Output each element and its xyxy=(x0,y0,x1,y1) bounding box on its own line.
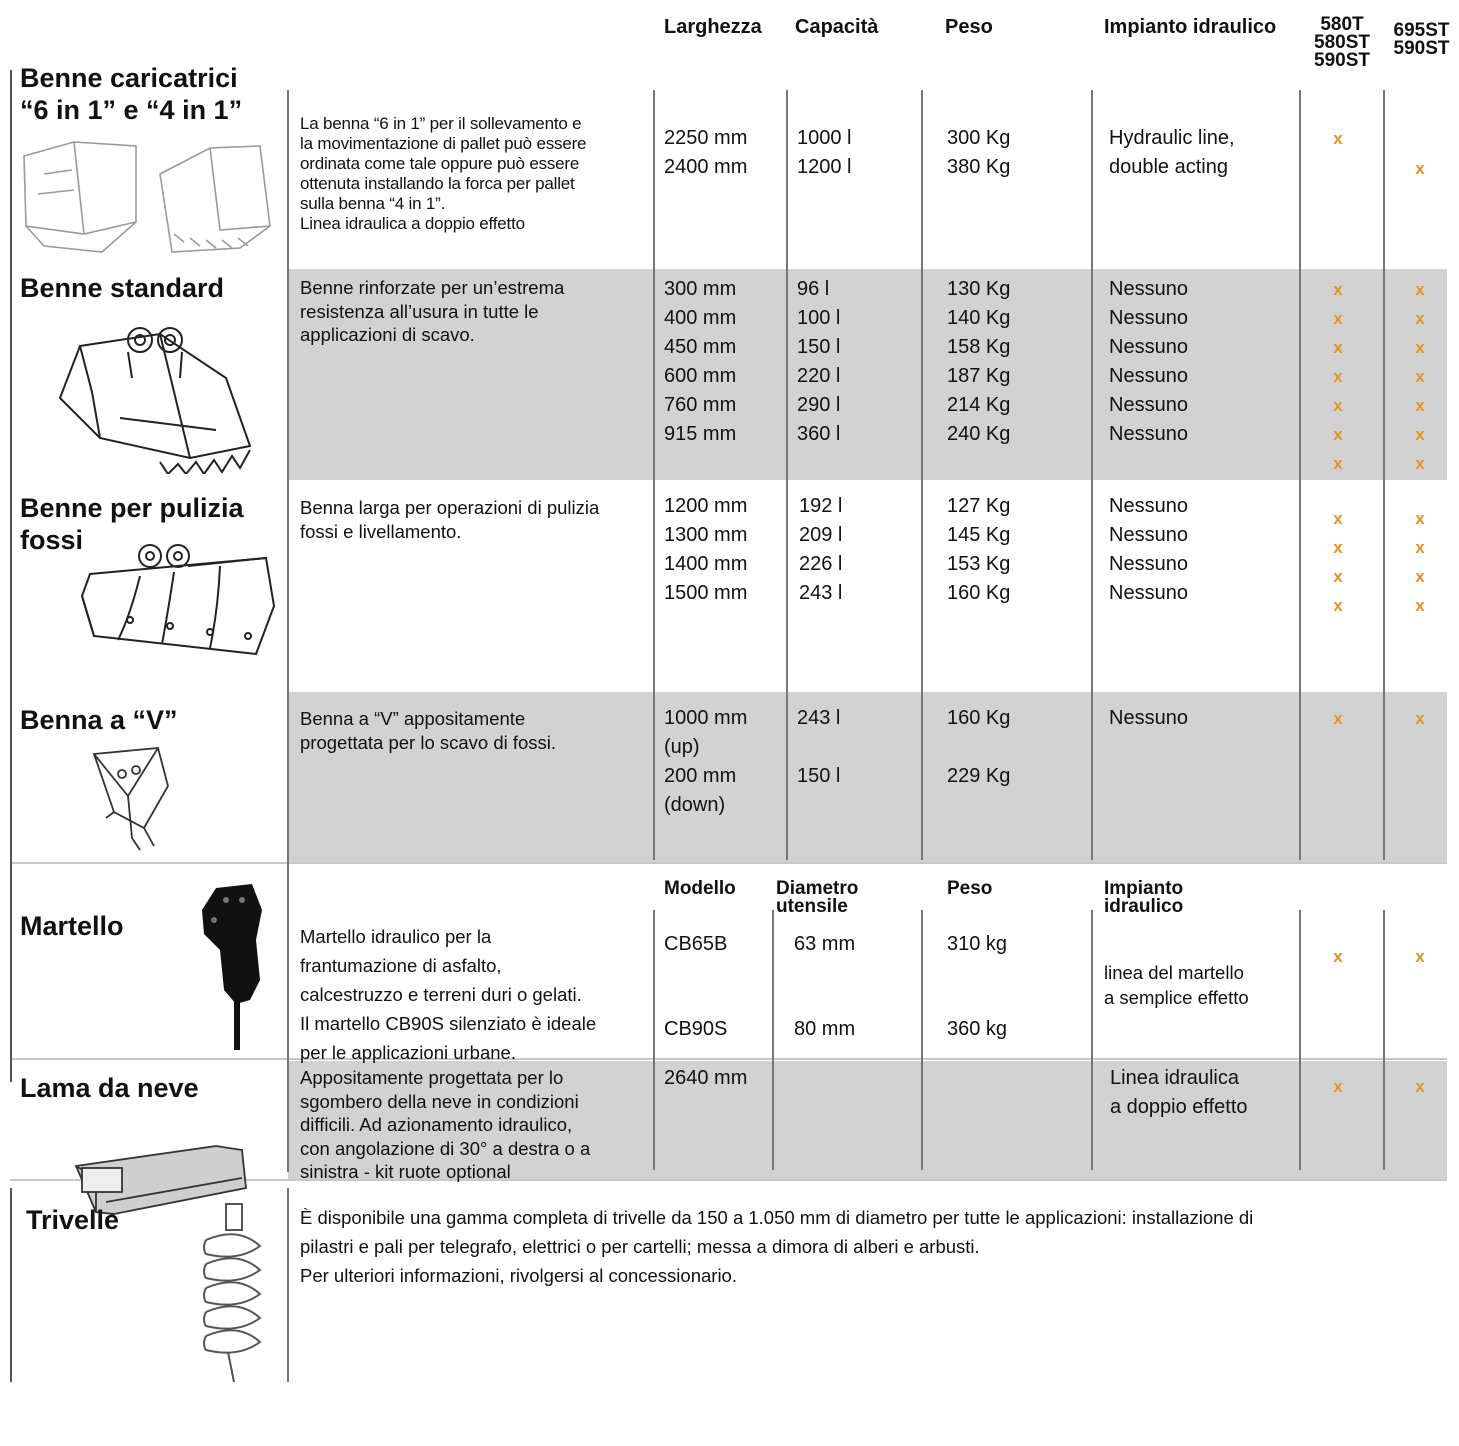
peso-pulizia: 127 Kg 145 Kg 153 Kg 160 Kg xyxy=(947,495,1011,604)
x-mark: x xyxy=(1333,1077,1343,1096)
ditch-bucket-icon xyxy=(70,536,282,671)
subheader-diametro: Diametro utensile xyxy=(776,878,859,917)
larghezza-v: 1000 mm (up) 200 mm (down) xyxy=(664,707,748,816)
hydraulic-hammer-icon xyxy=(196,880,276,1065)
peso-martello-2: 360 kg xyxy=(947,1018,1008,1040)
header-model-b: 695ST 590ST xyxy=(1393,20,1450,59)
column-divider xyxy=(1299,910,1301,1170)
row-desc-v: Benna a “V” appositamente progettata per lo scavo di fossi. xyxy=(300,708,557,753)
peso-martello-1: 310 kg xyxy=(947,933,1008,955)
capacita-v-1: 243 l xyxy=(797,707,841,729)
row-desc-martello: Martello idraulico per la frantumazione di asfalto, calcestruzzo e terreni duri o gelati. Il martello CB90S silenziato è ideale per le applicazioni urbane. xyxy=(300,926,597,1063)
peso-v-2: 229 Kg xyxy=(947,765,1011,787)
row-desc-standard: Benne rinforzate per un’estrema resistenza all’usura in tutte le applicazioni di scavo. xyxy=(300,277,565,345)
digging-bucket-icon xyxy=(40,318,280,479)
peso-caricatrici: 300 Kg 380 Kg xyxy=(947,127,1011,178)
diametro-martello-2: 80 mm xyxy=(794,1018,856,1040)
peso-v-1: 160 Kg xyxy=(947,707,1011,729)
diametro-martello-1: 63 mm xyxy=(794,933,856,955)
row-desc-trivelle: È disponibile una gamma completa di trivelle da 150 a 1.050 mm di diametro per tutte le applicazioni: installazione di pilastri e pali per telegrafo, elettrici o per cartelli; messa a dimora di alberi e arbusti. Per ulteriori informazioni, rivolgersi al concessionario. xyxy=(300,1207,1254,1286)
row-desc-pulizia: Benna larga per operazioni di pulizia fossi e livellamento. xyxy=(300,497,600,542)
impianto-caricatrici: Hydraulic line, double acting xyxy=(1109,127,1235,178)
column-divider xyxy=(653,910,655,1170)
row-separator xyxy=(10,689,1447,692)
x-mark: x xyxy=(1415,709,1425,728)
column-divider xyxy=(1383,910,1385,1170)
row-title-pulizia: Benne per pulizia fossi xyxy=(20,493,244,555)
column-divider xyxy=(1383,90,1385,860)
header-capacita: Capacità xyxy=(795,16,879,38)
subheader-impianto: Impianto idraulico xyxy=(1104,878,1184,917)
subheader-peso: Peso xyxy=(947,878,993,899)
x-mark: x xyxy=(1333,129,1343,148)
column-divider xyxy=(921,910,923,1170)
row-separator xyxy=(10,266,1447,269)
row-separator xyxy=(10,480,1447,483)
column-divider xyxy=(1299,90,1301,860)
modello-martello-1: CB65B xyxy=(664,933,728,955)
capacita-caricatrici: 1000 l 1200 l xyxy=(797,127,852,178)
impianto-v: Nessuno xyxy=(1109,707,1188,729)
impianto-pulizia: Nessuno Nessuno Nessuno Nessuno xyxy=(1109,495,1188,604)
x-mark: x xyxy=(1333,709,1343,728)
row-title-martello: Martello xyxy=(20,911,124,941)
column-divider xyxy=(287,1188,289,1382)
column-divider xyxy=(921,90,923,860)
row-separator-gray xyxy=(10,862,1447,864)
capacita-v-2: 150 l xyxy=(797,765,841,787)
column-divider xyxy=(287,90,289,1172)
column-divider xyxy=(772,910,774,1170)
left-border xyxy=(10,1188,12,1382)
peso-standard: 130 Kg 140 Kg 158 Kg 187 Kg 214 Kg 240 Kg xyxy=(947,278,1011,445)
column-divider xyxy=(653,90,655,860)
column-divider xyxy=(786,90,788,860)
capacita-standard: 96 l 100 l 150 l 220 l 290 l 360 l xyxy=(797,278,841,445)
v-bucket-icon xyxy=(84,746,184,861)
larghezza-standard: 300 mm 400 mm 450 mm 600 mm 760 mm 915 mm xyxy=(664,278,737,445)
x-mark: x xyxy=(1415,947,1425,966)
x-mark: x x x x xyxy=(1333,509,1343,615)
loader-bucket-icon xyxy=(14,134,286,265)
larghezza-pulizia: 1200 mm 1300 mm 1400 mm 1500 mm xyxy=(664,495,748,604)
impianto-lama: Linea idraulica a doppio effetto xyxy=(1110,1067,1248,1118)
row-title-caricatrici: Benne caricatrici “6 in 1” e “4 in 1” xyxy=(20,63,243,125)
row-title-trivelle: Trivelle xyxy=(26,1205,120,1235)
larghezza-caricatrici: 2250 mm 2400 mm xyxy=(664,127,748,178)
capacita-pulizia: 192 l 209 l 226 l 243 l xyxy=(799,495,843,604)
row-title-standard: Benne standard xyxy=(20,273,225,303)
header-model-a: 580T 580ST 590ST xyxy=(1314,14,1370,71)
larghezza-lama: 2640 mm xyxy=(664,1067,748,1089)
impianto-standard: Nessuno Nessuno Nessuno Nessuno Nessuno Nessuno xyxy=(1109,278,1188,445)
x-mark: x x x x x x x xyxy=(1415,280,1425,473)
x-mark: x x x x xyxy=(1415,509,1425,615)
x-mark: x x x x x x x xyxy=(1333,280,1343,473)
x-mark: x xyxy=(1415,1077,1425,1096)
row-title-lama: Lama da neve xyxy=(20,1073,199,1103)
x-mark: x xyxy=(1415,159,1425,178)
column-divider xyxy=(1091,90,1093,860)
impianto-martello: linea del martello a semplice effetto xyxy=(1104,962,1249,1008)
left-border xyxy=(10,70,12,1082)
x-mark: x xyxy=(1333,947,1343,966)
modello-martello-2: CB90S xyxy=(664,1018,728,1040)
header-larghezza: Larghezza xyxy=(664,16,762,38)
header-peso: Peso xyxy=(945,16,993,38)
row-desc-lama: Appositamente progettata per lo sgombero della neve in condizioni difficili. Ad azionamento idraulico, con angolazione di 30° a destra o a sinistra - kit ruote optional xyxy=(300,1067,591,1182)
row-title-v: Benna a “V” xyxy=(20,705,178,735)
auger-icon xyxy=(198,1202,268,1391)
row-desc-caricatrici: La benna “6 in 1” per il sollevamento e la movimentazione di pallet può essere ordinata come tale oppure può essere ottenuta installando la forca per pallet sulla benna “4 in 1”. Linea idraulica a doppio effetto xyxy=(300,114,587,233)
header-impianto: Impianto idraulico xyxy=(1104,16,1277,38)
subheader-modello: Modello xyxy=(664,878,736,899)
column-divider xyxy=(1091,910,1093,1170)
